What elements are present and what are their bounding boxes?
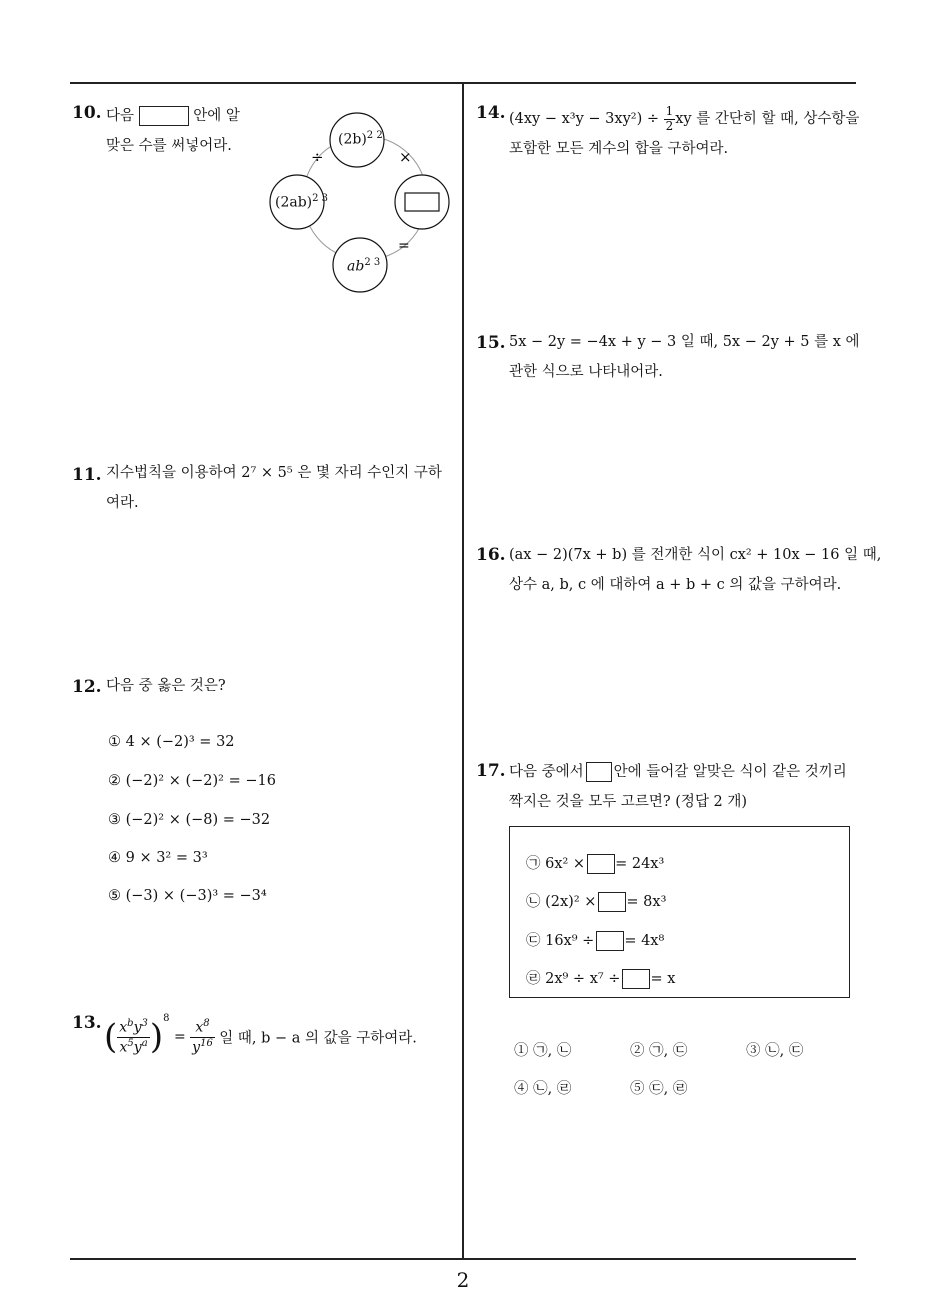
q17-item-4: ㉣ 2x⁹ ÷ x⁷ ÷ = x: [526, 971, 676, 987]
q12-choice-1[interactable]: ① 4 × (−2)³ = 32: [108, 734, 235, 750]
q17-item-2-box[interactable]: [598, 892, 626, 912]
q17-choice-3[interactable]: ③ ㉡, ㉢: [746, 1043, 804, 1059]
q12-choice-3[interactable]: ③ (−2)² × (−8) = −32: [108, 812, 271, 828]
q17-blank-box: [586, 762, 612, 782]
q17-choice-1[interactable]: ① ㉠, ㉡: [514, 1043, 572, 1059]
bottom-rule: [70, 1258, 856, 1260]
q17-item-1-box[interactable]: [587, 854, 615, 874]
q10-op-eq: =: [398, 238, 410, 254]
q17-choice-5[interactable]: ⑤ ㉢, ㉣: [630, 1081, 688, 1097]
q10-node-bottom-label: $ab^{2 3}$: [347, 257, 381, 275]
q12-choice-5[interactable]: ⑤ (−3) × (−3)³ = −3⁴: [108, 888, 267, 904]
q17-items-frame: [509, 826, 850, 998]
q16-text: (ax − 2)(7x + b) 를 전개한 식이 cx² + 10x − 16 일 때, 상수 a, b, c 에 대하여 a + b + c 의 값을 구하여라.: [509, 547, 882, 593]
q12-number: 12.: [72, 677, 102, 697]
q10-answer-box[interactable]: [139, 106, 189, 126]
q13-number: 13.: [72, 1013, 102, 1033]
q14-text: (4xy − x³y − 3xy²) ÷ $\frac{1}{2}$ xy 를 간단히 할 때, 상수항을 포함한 모든 계수의 합을 구하여라.: [509, 104, 860, 157]
q15-text: 5x − 2y = −4x + y − 3 일 때, 5x − 2y + 5 를 x 에 관한 식으로 나타내어라.: [509, 334, 860, 380]
q17-item-1: ㉠ 6x² × = 24x³: [526, 856, 665, 872]
page-number: 2: [456, 1268, 470, 1292]
q17-choice-2[interactable]: ② ㉠, ㉢: [630, 1043, 688, 1059]
q17-text: 다음 중에서 안에 들어갈 알맞은 식이 같은 것끼리 짝지은 것을 모두 고르면? (정답 2 개): [509, 764, 847, 810]
q14-number: 14.: [476, 103, 506, 123]
q10-node-right-box: [405, 193, 439, 211]
q15-number: 15.: [476, 333, 506, 353]
q12-choice-4[interactable]: ④ 9 × 3² = 3³: [108, 850, 208, 866]
q10-number: 10.: [72, 103, 102, 123]
q13-expression: ( $\frac{x^by^3}{x^5y^a}$ )$^8$ = $\frac{x^8}{y^{16}}$ 일 때, b − a 의 값을 구하여라.: [104, 1013, 417, 1057]
q10-node-left-label: $(2ab)^{2 3}$: [275, 193, 329, 211]
q17-item-2: ㉡ (2x)² × = 8x³: [526, 894, 667, 910]
q12-choice-2[interactable]: ② (−2)² × (−2)² = −16: [108, 773, 276, 789]
q10-text: 다음 안에 알 맞은 수를 써넣어라.: [106, 108, 240, 154]
q17-number: 17.: [476, 761, 506, 781]
q13-tail: 일 때, b − a 의 값을 구하여라.: [219, 1030, 417, 1047]
q11-number: 11.: [72, 465, 102, 485]
q10-op-div: ÷: [311, 148, 324, 166]
q12-text: 다음 중 옳은 것은?: [106, 678, 226, 694]
q17-choice-4[interactable]: ④ ㉡, ㉣: [514, 1081, 572, 1097]
q11-text: 지수법칙을 이용하여 2⁷ × 5⁵ 은 몇 자리 수인지 구하 여라.: [106, 465, 442, 511]
q10-op-mul: ×: [399, 148, 412, 166]
q17-item-4-box[interactable]: [622, 969, 650, 989]
q17-item-3: ㉢ 16x⁹ ÷ = 4x⁸: [526, 933, 665, 949]
q10-node-top-label: $(2b)^{2 2}$: [338, 130, 383, 148]
q17-item-3-box[interactable]: [596, 931, 624, 951]
q16-number: 16.: [476, 545, 506, 565]
